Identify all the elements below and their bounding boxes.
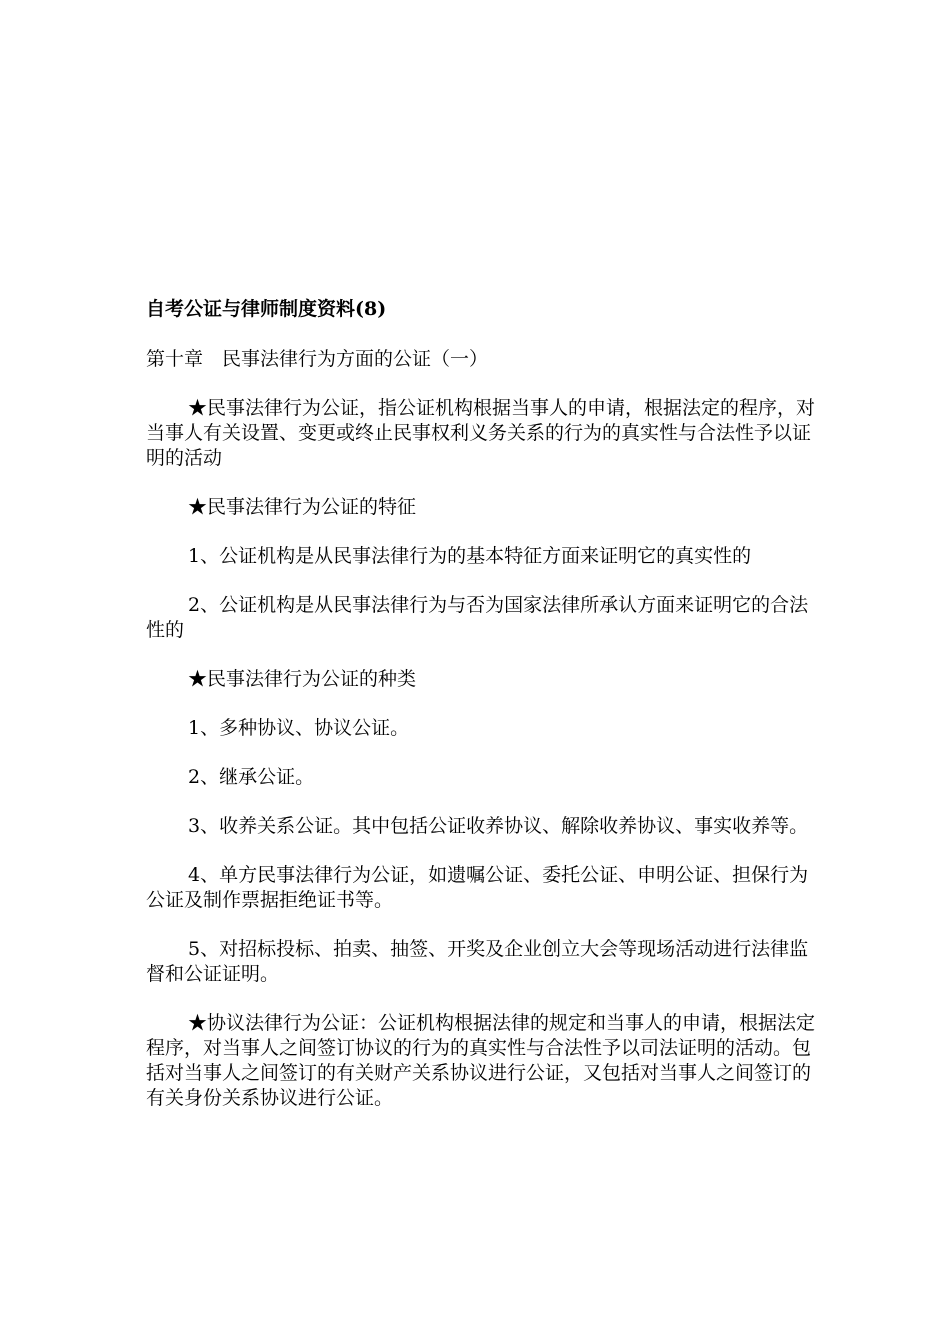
document-body bbox=[146, 296, 822, 1135]
paragraph-features-heading: ★民事法律行为公证的特征 bbox=[188, 496, 417, 518]
paragraph-agreement-notarization: ★协议法律行为公证：公证机构根据法律的规定和当事人的申请，根据法定程序，对当事人之间签订协议的行为的真实性与合法性予以司法证明的活动。包括对当事人之间签订的有关财产关系协议进行公证，又包括对当事人之间签订的有关身份关系协议进行公证。 bbox=[146, 1012, 816, 1109]
paragraph-type-5: 5、对招标投标、拍卖、抽签、开奖及企业创立大会等现场活动进行法律监督和公证证明。 bbox=[146, 938, 809, 985]
paragraph-feature-2: 2、公证机构是从民事法律行为与否为国家法律所承认方面来证明它的合法性的 bbox=[146, 594, 809, 641]
paragraph-type-2: 2、继承公证。 bbox=[188, 766, 315, 788]
paragraph-types-heading: ★民事法律行为公证的种类 bbox=[188, 668, 417, 690]
paragraph-type-4: 4、单方民事法律行为公证，如遗嘱公证、委托公证、申明公证、担保行为公证及制作票据拒绝证书等。 bbox=[146, 864, 809, 911]
paragraph-type-3: 3、收养关系公证。其中包括公证收养协议、解除收养协议、事实收养等。 bbox=[188, 815, 809, 837]
document-title: 自考公证与律师制度资料(8) bbox=[146, 298, 387, 320]
paragraph-feature-1: 1、公证机构是从民事法律行为的基本特征方面来证明它的真实性的 bbox=[188, 545, 752, 567]
paragraph-definition: ★民事法律行为公证，指公证机构根据当事人的申请，根据法定的程序，对当事人有关设置、变更或终止民事权利义务关系的行为的真实性与合法性予以证明的活动 bbox=[146, 397, 816, 469]
paragraph-type-1: 1、多种协议、协议公证。 bbox=[188, 717, 410, 739]
chapter-heading: 第十章 民事法律行为方面的公证（一） bbox=[146, 348, 489, 370]
